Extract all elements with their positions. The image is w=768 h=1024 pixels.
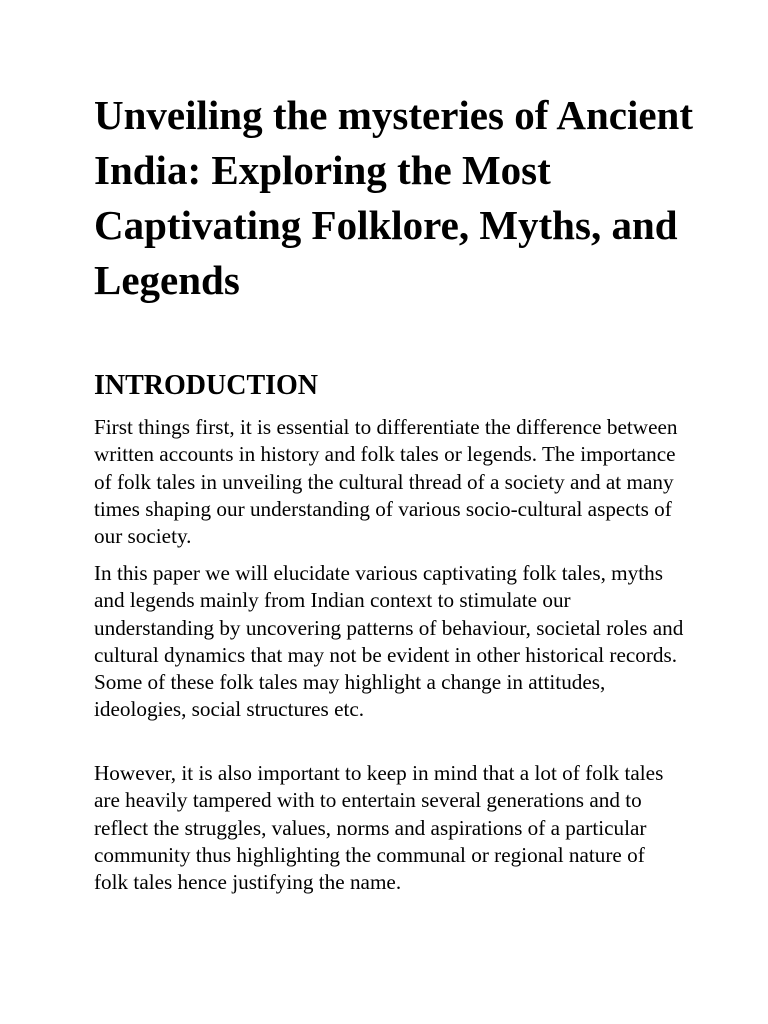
paragraph-3: However, it is also important to keep in mind that a lot of folk tales are heavily tampered with to entertain several generations and to reflect the struggles, values, norms and aspirations of a particular community thus highlighting the communal or regional nature of folk tales hence justifying the name. — [94, 761, 664, 895]
paragraph-1: First things first, it is essential to differentiate the difference between written accounts in history and folk tales or legends. The importance of folk tales in unveiling the cultural thread of a society and at many times shaping our understanding of various socio-cultural aspects of our society. — [94, 415, 678, 549]
document-title: Unveiling the mysteries of Ancient India: Exploring the Most Captivating Folklore, Myths, and Legends — [94, 92, 693, 303]
section-heading-introduction: INTRODUCTION — [94, 370, 319, 401]
paragraph-2: In this paper we will elucidate various captivating folk tales, myths and legends mainly from Indian context to stimulate our understanding by uncovering patterns of behaviour, societal roles and cultural dynamics that may not be evident in other historical records. Some of these folk tales may highlight a change in attitudes, ideologies, social structures etc. — [94, 561, 684, 722]
